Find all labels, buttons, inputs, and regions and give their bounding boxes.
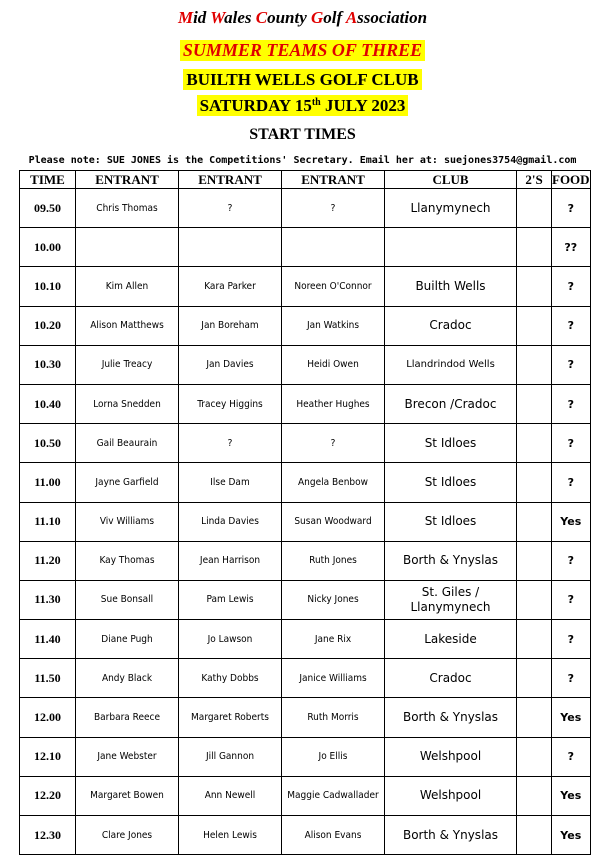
club-cell: Brecon /Cradoc [385, 384, 517, 423]
date-suffix: th [311, 97, 321, 108]
association-title-part: ales [224, 8, 256, 27]
association-title-part: G [311, 8, 324, 27]
twos-cell [517, 698, 552, 737]
association-title-part: ssociation [357, 8, 428, 27]
table-row [20, 306, 591, 345]
club-cell: Borth & Ynyslas [385, 541, 517, 580]
food-cell: ?? [552, 228, 591, 267]
club-cell: St Idloes [385, 502, 517, 541]
club-cell: Borth & Ynyslas [385, 698, 517, 737]
column-header-time: TIME [20, 171, 76, 189]
twos-cell [517, 580, 552, 619]
entrant-cell: Ilse Dam [179, 463, 282, 502]
club-cell: Cradoc [385, 659, 517, 698]
table-row [20, 580, 591, 619]
time-cell: 09.50 [20, 189, 76, 228]
twos-cell [517, 384, 552, 423]
food-cell: ? [552, 306, 591, 345]
time-cell: 11.40 [20, 620, 76, 659]
twos-cell [517, 267, 552, 306]
food-cell: ? [552, 384, 591, 423]
time-cell: 11.50 [20, 659, 76, 698]
column-header-entrant-1: ENTRANT [76, 171, 179, 189]
entrant-cell: Jean Harrison [179, 541, 282, 580]
event-date [0, 95, 605, 116]
entrant-cell: Alison Matthews [76, 306, 179, 345]
table-row [20, 737, 591, 776]
entrant-cell: Sue Bonsall [76, 580, 179, 619]
table-row [20, 189, 591, 228]
entrant-cell: Jan Watkins [282, 306, 385, 345]
food-cell: ? [552, 580, 591, 619]
entrant-cell: Noreen O'Connor [282, 267, 385, 306]
table-row [20, 463, 591, 502]
table-row [20, 659, 591, 698]
food-cell: Yes [552, 776, 591, 815]
page-subtitle: START TIMES [249, 126, 356, 143]
entrant-cell: Heather Hughes [282, 384, 385, 423]
entrant-cell: Jayne Garfield [76, 463, 179, 502]
time-cell: 11.30 [20, 580, 76, 619]
entrant-cell: Jane Rix [282, 620, 385, 659]
entrant-cell: Kathy Dobbs [179, 659, 282, 698]
entrant-cell: Helen Lewis [179, 816, 282, 855]
club-cell: St Idloes [385, 424, 517, 463]
event-title [0, 40, 605, 61]
table-row [20, 816, 591, 855]
venue-title [0, 69, 605, 90]
entrant-cell: Margaret Roberts [179, 698, 282, 737]
entrant-cell [282, 228, 385, 267]
time-cell: 12.10 [20, 737, 76, 776]
date-prefix: SATURDAY 15 [199, 96, 312, 115]
event-title-text: SUMMER TEAMS OF THREE [180, 40, 425, 61]
date-rest: JULY 2023 [320, 96, 406, 115]
time-cell: 10.00 [20, 228, 76, 267]
food-cell: Yes [552, 816, 591, 855]
entrant-cell: Diane Pugh [76, 620, 179, 659]
table-row [20, 384, 591, 423]
time-cell: 12.00 [20, 698, 76, 737]
start-times-table [19, 170, 591, 855]
time-cell: 10.40 [20, 384, 76, 423]
twos-cell [517, 345, 552, 384]
entrant-cell: ? [179, 189, 282, 228]
entrant-cell: Heidi Owen [282, 345, 385, 384]
association-title-part: W [210, 8, 225, 27]
table-row [20, 424, 591, 463]
food-cell: ? [552, 189, 591, 228]
entrant-cell: Clare Jones [76, 816, 179, 855]
table-row [20, 541, 591, 580]
time-cell: 11.20 [20, 541, 76, 580]
entrant-cell: Maggie Cadwallader [282, 776, 385, 815]
club-cell: Welshpool [385, 776, 517, 815]
entrant-cell: Kim Allen [76, 267, 179, 306]
association-title-part: M [177, 8, 194, 27]
entrant-cell: ? [282, 424, 385, 463]
food-cell: ? [552, 541, 591, 580]
column-header-twos: 2'S [517, 171, 552, 189]
entrant-cell: Jan Davies [179, 345, 282, 384]
food-cell: ? [552, 463, 591, 502]
twos-cell [517, 189, 552, 228]
entrant-cell: Nicky Jones [282, 580, 385, 619]
entrant-cell: Julie Treacy [76, 345, 179, 384]
entrant-cell: ? [282, 189, 385, 228]
entrant-cell: Jan Boreham [179, 306, 282, 345]
time-cell: 12.20 [20, 776, 76, 815]
table-row [20, 345, 591, 384]
club-cell: Cradoc [385, 306, 517, 345]
twos-cell [517, 502, 552, 541]
twos-cell [517, 306, 552, 345]
time-cell: 10.50 [20, 424, 76, 463]
table-row [20, 502, 591, 541]
association-title-part: id [193, 8, 211, 27]
table-row [20, 228, 591, 267]
twos-cell [517, 424, 552, 463]
club-cell: Builth Wells [385, 267, 517, 306]
entrant-cell: Ann Newell [179, 776, 282, 815]
association-title-part: C [255, 8, 268, 27]
entrant-cell: ? [179, 424, 282, 463]
entrant-cell: Susan Woodward [282, 502, 385, 541]
entrant-cell: Chris Thomas [76, 189, 179, 228]
entrant-cell: Jo Lawson [179, 620, 282, 659]
entrant-cell: Kara Parker [179, 267, 282, 306]
entrant-cell: Alison Evans [282, 816, 385, 855]
association-title-part: A [345, 8, 358, 27]
column-header-entrant-3: ENTRANT [282, 171, 385, 189]
food-cell: ? [552, 659, 591, 698]
twos-cell [517, 816, 552, 855]
association-title-part: ounty [267, 8, 312, 27]
club-cell: St Idloes [385, 463, 517, 502]
time-cell: 12.30 [20, 816, 76, 855]
table-row [20, 620, 591, 659]
entrant-cell [76, 228, 179, 267]
table-row [20, 267, 591, 306]
twos-cell [517, 620, 552, 659]
entrant-cell: Ruth Morris [282, 698, 385, 737]
twos-cell [517, 659, 552, 698]
twos-cell [517, 737, 552, 776]
club-cell: Lakeside [385, 620, 517, 659]
twos-cell [517, 541, 552, 580]
table-row [20, 698, 591, 737]
food-cell: ? [552, 345, 591, 384]
food-cell: ? [552, 620, 591, 659]
time-cell: 10.10 [20, 267, 76, 306]
entrant-cell: Gail Beaurain [76, 424, 179, 463]
club-cell [385, 228, 517, 267]
club-cell: Borth & Ynyslas [385, 816, 517, 855]
entrant-cell: Kay Thomas [76, 541, 179, 580]
food-cell: Yes [552, 502, 591, 541]
venue-title-text: BUILTH WELLS GOLF CLUB [183, 69, 421, 90]
entrant-cell: Pam Lewis [179, 580, 282, 619]
club-cell: St. Giles / Llanymynech [385, 580, 517, 619]
entrant-cell: Tracey Higgins [179, 384, 282, 423]
time-cell: 10.20 [20, 306, 76, 345]
time-cell: 10.30 [20, 345, 76, 384]
time-cell: 11.00 [20, 463, 76, 502]
entrant-cell: Linda Davies [179, 502, 282, 541]
table-row [20, 776, 591, 815]
club-cell: Welshpool [385, 737, 517, 776]
entrant-cell: Lorna Snedden [76, 384, 179, 423]
table-header-row [20, 171, 591, 189]
twos-cell [517, 463, 552, 502]
entrant-cell: Ruth Jones [282, 541, 385, 580]
entrant-cell: Viv Williams [76, 502, 179, 541]
club-cell: Llanymynech [385, 189, 517, 228]
association-title-part: olf [323, 8, 346, 27]
entrant-cell: Barbara Reece [76, 698, 179, 737]
food-cell: ? [552, 267, 591, 306]
entrant-cell: Jane Webster [76, 737, 179, 776]
twos-cell [517, 228, 552, 267]
time-cell: 11.10 [20, 502, 76, 541]
entrant-cell: Jo Ellis [282, 737, 385, 776]
entrant-cell: Jill Gannon [179, 737, 282, 776]
column-header-entrant-2: ENTRANT [179, 171, 282, 189]
column-header-food: FOOD [552, 171, 590, 187]
food-cell: Yes [552, 698, 591, 737]
entrant-cell: Angela Benbow [282, 463, 385, 502]
food-cell: ? [552, 424, 591, 463]
food-cell: ? [552, 737, 591, 776]
entrant-cell: Margaret Bowen [76, 776, 179, 815]
secretary-note: Please note: SUE JONES is the Competitions' Secretary. Email her at: suejones3754@gmail.com [28, 155, 577, 166]
column-header-club: CLUB [385, 171, 517, 189]
association-title [0, 8, 605, 28]
entrant-cell [179, 228, 282, 267]
twos-cell [517, 776, 552, 815]
entrant-cell: Andy Black [76, 659, 179, 698]
entrant-cell: Janice Williams [282, 659, 385, 698]
club-cell: Llandrindod Wells [385, 345, 517, 384]
